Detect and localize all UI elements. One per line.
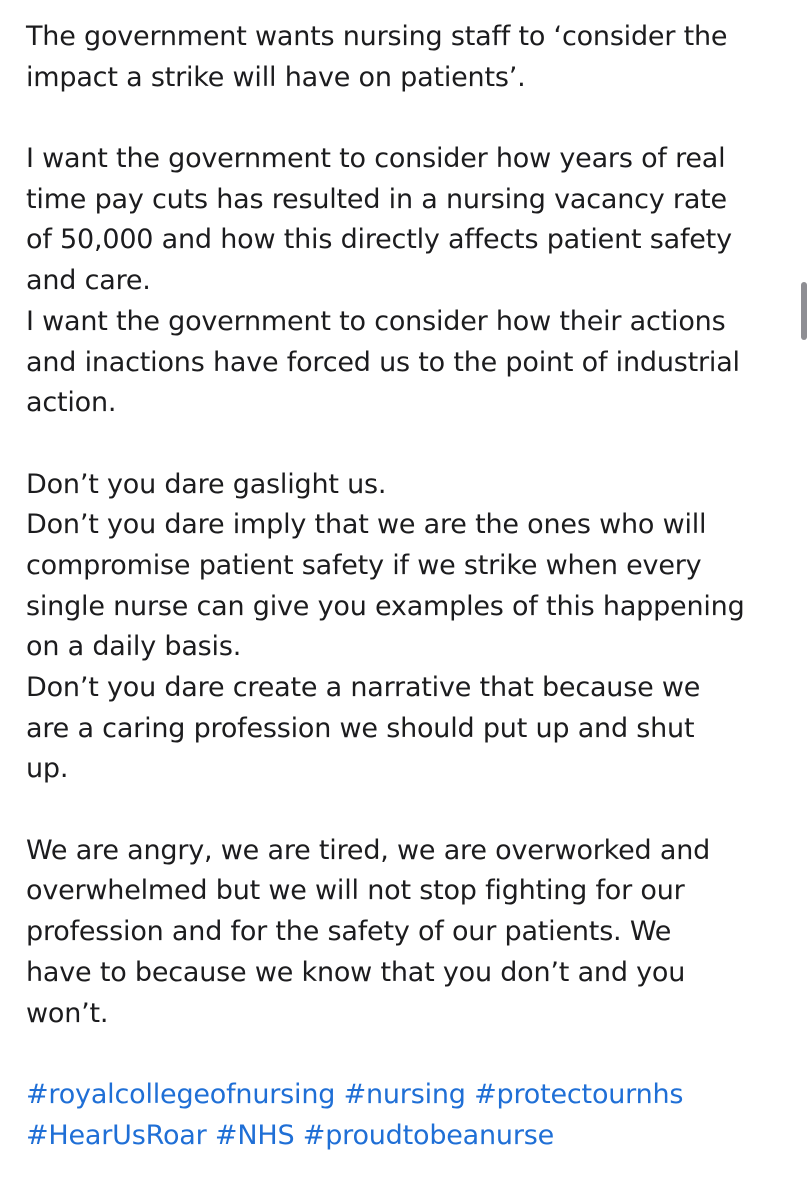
text-line: are a caring profession we should put up and shut — [26, 712, 695, 744]
text-line: on a daily basis. — [26, 631, 242, 663]
paragraph — [26, 17, 796, 98]
paragraph — [26, 831, 796, 1034]
text-line: and care. — [26, 265, 151, 297]
hashtag-link[interactable]: #protectournhs — [474, 1078, 684, 1110]
hashtag-link[interactable]: #NHS — [214, 1119, 295, 1151]
text-line: action. — [26, 387, 117, 419]
text-line: won’t. — [26, 997, 109, 1029]
text-line: single nurse can give you examples of this happening — [26, 590, 745, 622]
paragraph-gap — [26, 790, 796, 831]
text-line: impact a strike will have on patients’. — [26, 61, 526, 93]
text-line: of 50,000 and how this directly affects patient safety — [26, 224, 732, 256]
post-body — [26, 17, 796, 1156]
paragraph — [26, 465, 796, 791]
text-line: Don’t you dare create a narrative that because we — [26, 672, 701, 703]
text-line: We are angry, we are tired, we are overworked and — [26, 834, 711, 866]
hashtag-link[interactable]: #nursing — [343, 1078, 466, 1110]
paragraph — [26, 139, 796, 424]
text-line: up. — [26, 753, 69, 785]
hashtag-link[interactable]: #HearUsRoar — [26, 1119, 207, 1151]
text-line: compromise patient safety if we strike when every — [26, 549, 702, 581]
scrollbar-thumb[interactable] — [801, 282, 807, 340]
text-line: The government wants nursing staff to ‘consider the — [26, 21, 728, 52]
text-line: have to because we know that you don’t and you — [26, 956, 686, 988]
paragraph-gap — [26, 424, 796, 465]
hashtag-line — [26, 1116, 796, 1157]
hashtag-line — [26, 1075, 796, 1116]
text-line: overwhelmed but we will not stop fighting for our — [26, 875, 685, 907]
text-line: time pay cuts has resulted in a nursing vacancy rate — [26, 183, 727, 215]
hashtag-list — [26, 1075, 796, 1156]
text-line: I want the government to consider how years of real — [26, 143, 726, 175]
hashtag-link[interactable]: #royalcollegeofnursing — [26, 1078, 336, 1110]
text-line: Don’t you dare imply that we are the ones who will — [26, 509, 707, 541]
paragraph-gap — [26, 98, 796, 139]
text-line: I want the government to consider how their actions — [26, 305, 726, 337]
text-line: Don’t you dare gaslight us. — [26, 468, 387, 500]
text-line: profession and for the safety of our patients. We — [26, 916, 672, 948]
paragraph-gap — [26, 1034, 796, 1075]
hashtag-link[interactable]: #proudtobeanurse — [302, 1119, 555, 1151]
text-line: and inactions have forced us to the point of industrial — [26, 346, 740, 378]
